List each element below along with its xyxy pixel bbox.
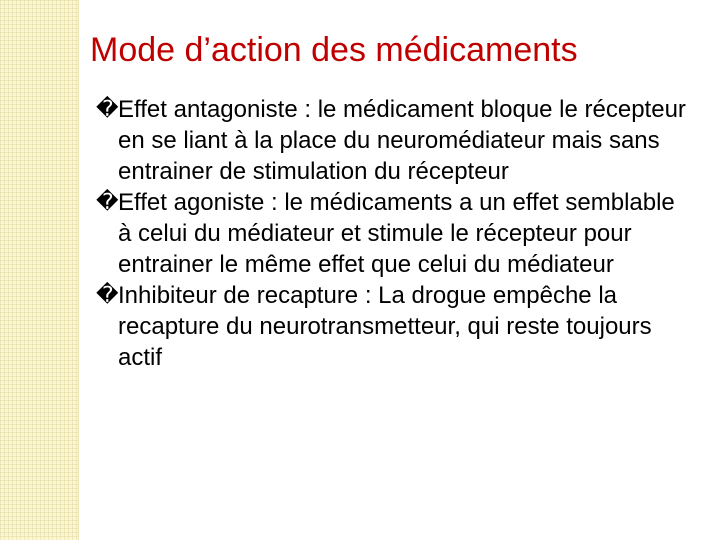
bullet-icon: � xyxy=(96,97,119,122)
bullet-icon: � xyxy=(96,190,119,215)
decorative-side-strip xyxy=(0,0,79,540)
bullet-item-agoniste xyxy=(96,187,686,280)
bullet-item-antagoniste xyxy=(96,94,686,187)
slide-title: Mode d’action des médicaments xyxy=(90,31,578,69)
bullet-list xyxy=(96,94,686,373)
bullet-text: Effet antagoniste : le médicament bloque le récepteur en se liant à la place du neuromédiateur mais sans entrainer de stimulation du récepteur xyxy=(118,96,686,185)
bullet-icon: � xyxy=(96,283,119,308)
bullet-text: Inhibiteur de recapture : La drogue empêche la recapture du neurotransmetteur, qui reste toujours actif xyxy=(118,282,652,371)
bullet-text: Effet agoniste : le médicaments a un effet semblable à celui du médiateur et stimule le récepteur pour entrainer le même effet que celui du médiateur xyxy=(118,189,675,278)
bullet-item-inhibiteur xyxy=(96,280,686,373)
